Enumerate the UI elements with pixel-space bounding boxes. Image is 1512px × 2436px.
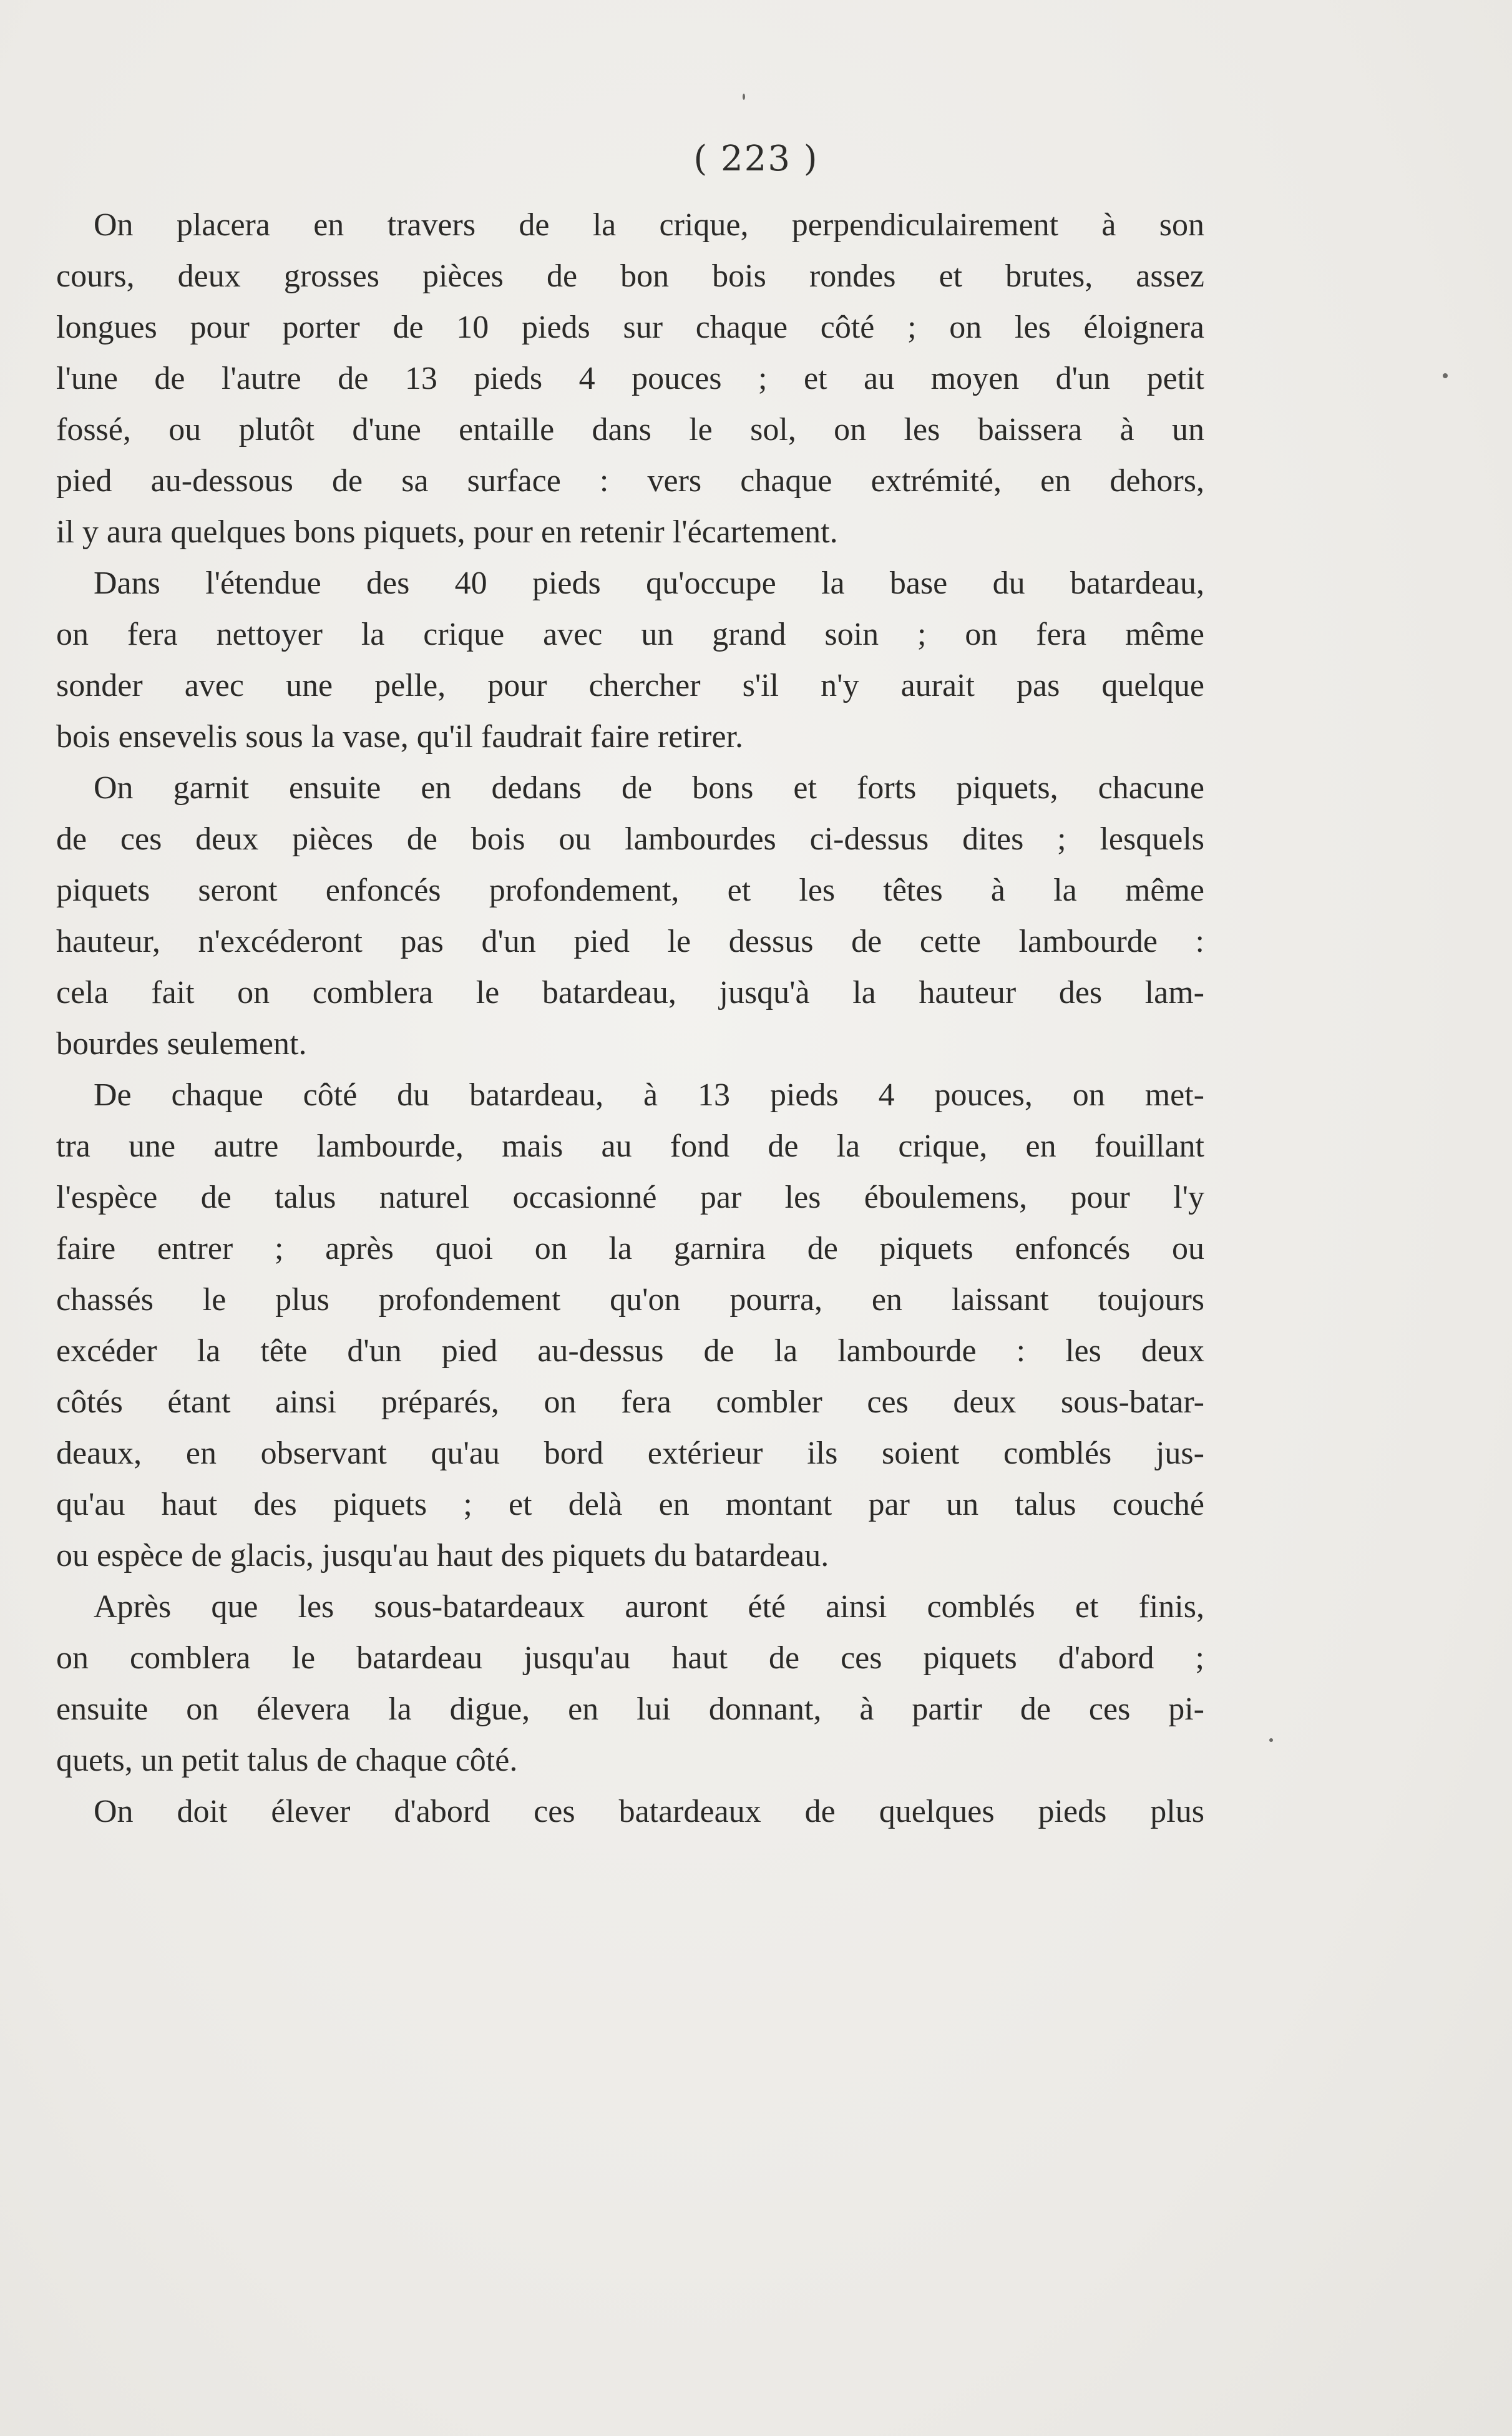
- text-line: On doit élever d'abord ces batardeaux de quelques pieds plus: [94, 1794, 1204, 1829]
- paragraph: [56, 558, 1204, 763]
- text-line: On garnit ensuite en dedans de bons et forts piquets, chacune: [94, 770, 1204, 806]
- text-line: ensuite on élevera la digue, en lui donnant, à partir de ces pi-: [56, 1691, 1204, 1727]
- text-line: pied au-dessous de sa surface : vers chaque extrémité, en dehors,: [56, 463, 1204, 499]
- paragraph: [56, 1582, 1204, 1786]
- text-line: fossé, ou plutôt d'une entaille dans le sol, on les baissera à un: [56, 412, 1204, 448]
- text-line: l'espèce de talus naturel occasionné par les éboulemens, pour l'y: [56, 1180, 1204, 1215]
- text-line: sonder avec une pelle, pour chercher s'il n'y aurait pas quelque: [56, 668, 1204, 703]
- text-line: tra une autre lambourde, mais au fond de la crique, en fouillant: [56, 1128, 1204, 1164]
- text-line: De chaque côté du batardeau, à 13 pieds 4 pouces, on met-: [94, 1077, 1204, 1113]
- text-line: Dans l'étendue des 40 pieds qu'occupe la base du batardeau,: [94, 565, 1204, 601]
- page-number: ( 223 ): [693, 139, 819, 179]
- text-line: hauteur, n'excéderont pas d'un pied le dessus de cette lambourde :: [56, 924, 1204, 959]
- text-line: On placera en travers de la crique, perpendiculairement à son: [94, 207, 1204, 243]
- text-line: excéder la tête d'un pied au-dessus de la lambourde : les deux: [56, 1333, 1204, 1369]
- paragraph: [56, 200, 1204, 558]
- text-line: Après que les sous-batardeaux auront été ainsi comblés et finis,: [94, 1589, 1204, 1625]
- paragraph: [56, 1070, 1204, 1582]
- text-line: on comblera le batardeau jusqu'au haut de ces piquets d'abord ;: [56, 1640, 1204, 1676]
- text-line: cours, deux grosses pièces de bon bois rondes et brutes, assez: [56, 258, 1204, 294]
- ink-speck: [1443, 373, 1448, 378]
- text-line: qu'au haut des piquets ; et delà en montant par un talus couché: [56, 1487, 1204, 1522]
- text-line: cela fait on comblera le batardeau, jusqu'à la hauteur des lam-: [56, 975, 1204, 1010]
- ink-speck: [743, 94, 745, 100]
- text-line: longues pour porter de 10 pieds sur chaque côté ; on les éloignera: [56, 310, 1204, 345]
- body-text: [56, 200, 1204, 1837]
- text-line: bourdes seulement.: [56, 1026, 307, 1062]
- text-line: piquets seront enfoncés profondement, et les têtes à la même: [56, 873, 1204, 908]
- text-line: de ces deux pièces de bois ou lambourdes ci-dessus dites ; lesquels: [56, 821, 1204, 857]
- text-line: faire entrer ; après quoi on la garnira de piquets enfoncés ou: [56, 1231, 1204, 1266]
- paragraph: [56, 763, 1204, 1070]
- ink-speck: [1269, 1738, 1273, 1742]
- text-line: deaux, en observant qu'au bord extérieur ils soient comblés jus-: [56, 1436, 1204, 1471]
- paragraph: [56, 1786, 1204, 1837]
- text-line: on fera nettoyer la crique avec un grand soin ; on fera même: [56, 617, 1204, 652]
- text-line: il y aura quelques bons piquets, pour en retenir l'écartement.: [56, 514, 838, 550]
- text-line: chassés le plus profondement qu'on pourra, en laissant toujours: [56, 1282, 1204, 1318]
- text-line: l'une de l'autre de 13 pieds 4 pouces ; et au moyen d'un petit: [56, 361, 1204, 396]
- text-line: ou espèce de glacis, jusqu'au haut des piquets du batardeau.: [56, 1538, 829, 1573]
- text-line: bois ensevelis sous la vase, qu'il faudrait faire retirer.: [56, 719, 744, 755]
- text-line: côtés étant ainsi préparés, on fera combler ces deux sous-batar-: [56, 1384, 1204, 1420]
- text-line: quets, un petit talus de chaque côté.: [56, 1743, 518, 1778]
